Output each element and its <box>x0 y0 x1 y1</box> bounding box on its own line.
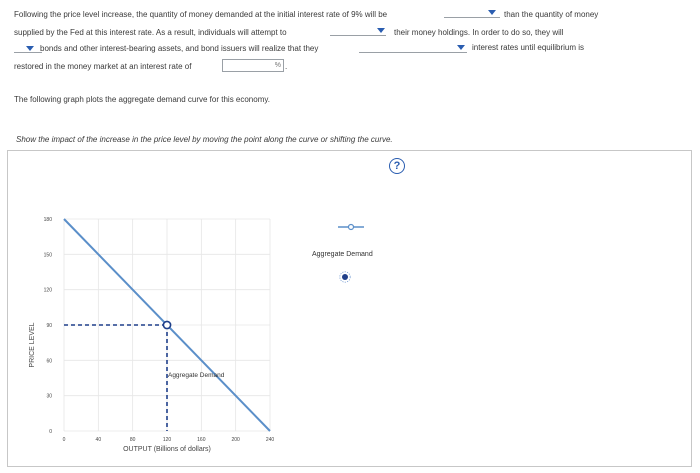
question-line3-start: bonds and other interest-bearing assets, and bond issuers will realize that they <box>40 44 319 53</box>
legend-curve-icon[interactable] <box>336 222 366 232</box>
x-tick-label: 200 <box>231 437 240 443</box>
chevron-down-icon[interactable] <box>488 10 496 15</box>
intro-text: The following graph plots the aggregate demand curve for this economy. <box>14 95 270 104</box>
equilibrium-point[interactable] <box>163 321 170 328</box>
chevron-down-icon[interactable] <box>26 46 34 51</box>
curve-label: Aggregate Demand <box>167 371 225 379</box>
x-tick-label: 160 <box>197 437 206 443</box>
x-tick-label: 120 <box>162 437 172 443</box>
question-line2-end: their money holdings. In order to do so, they will <box>394 28 564 37</box>
y-tick-label: 30 <box>46 393 52 400</box>
x-tick-label: 240 <box>265 437 275 443</box>
help-icon[interactable]: ? <box>389 158 405 174</box>
question-line1-end: than the quantity of money <box>504 10 599 19</box>
legend-label: Aggregate Demand <box>312 251 373 258</box>
dropdown-interest-rates[interactable] <box>359 43 467 53</box>
chevron-down-icon[interactable] <box>457 45 465 50</box>
question-line3-end: interest rates until equilibrium is <box>472 43 585 52</box>
instruction-text: Show the impact of the increase in the price level by moving the point along the curve or shifting the curve. <box>16 135 393 144</box>
legend-point-icon[interactable] <box>338 270 352 284</box>
y-tick-label: 0 <box>49 429 52 435</box>
period: . <box>285 62 288 71</box>
y-axis-title: PRICE LEVEL <box>29 322 36 368</box>
y-tick-label: 60 <box>46 358 52 365</box>
question-line2-start: supplied by the Fed at this interest rate. As a result, individuals will attempt to <box>14 28 287 37</box>
x-axis-title: OUTPUT (Billions of dollars) <box>123 446 211 453</box>
question-line4-start: restored in the money market at an interest rate of <box>14 62 192 71</box>
aggregate-demand-chart <box>8 151 288 466</box>
percent-unit: % <box>274 62 281 69</box>
chevron-down-icon[interactable] <box>377 28 385 33</box>
y-tick-label: 150 <box>43 252 52 259</box>
x-tick-label: 40 <box>95 437 102 443</box>
graph-panel <box>7 135 692 467</box>
y-tick-label: 120 <box>43 287 52 294</box>
x-tick-label: 0 <box>62 437 66 443</box>
question-line1-start: Following the price level increase, the quantity of money demanded at the initial interest rate of 9% will be <box>14 10 388 19</box>
x-tick-label: 80 <box>129 437 136 443</box>
y-tick-label: 180 <box>43 217 52 223</box>
y-tick-label: 90 <box>46 323 52 329</box>
interest-rate-input[interactable] <box>222 59 284 72</box>
